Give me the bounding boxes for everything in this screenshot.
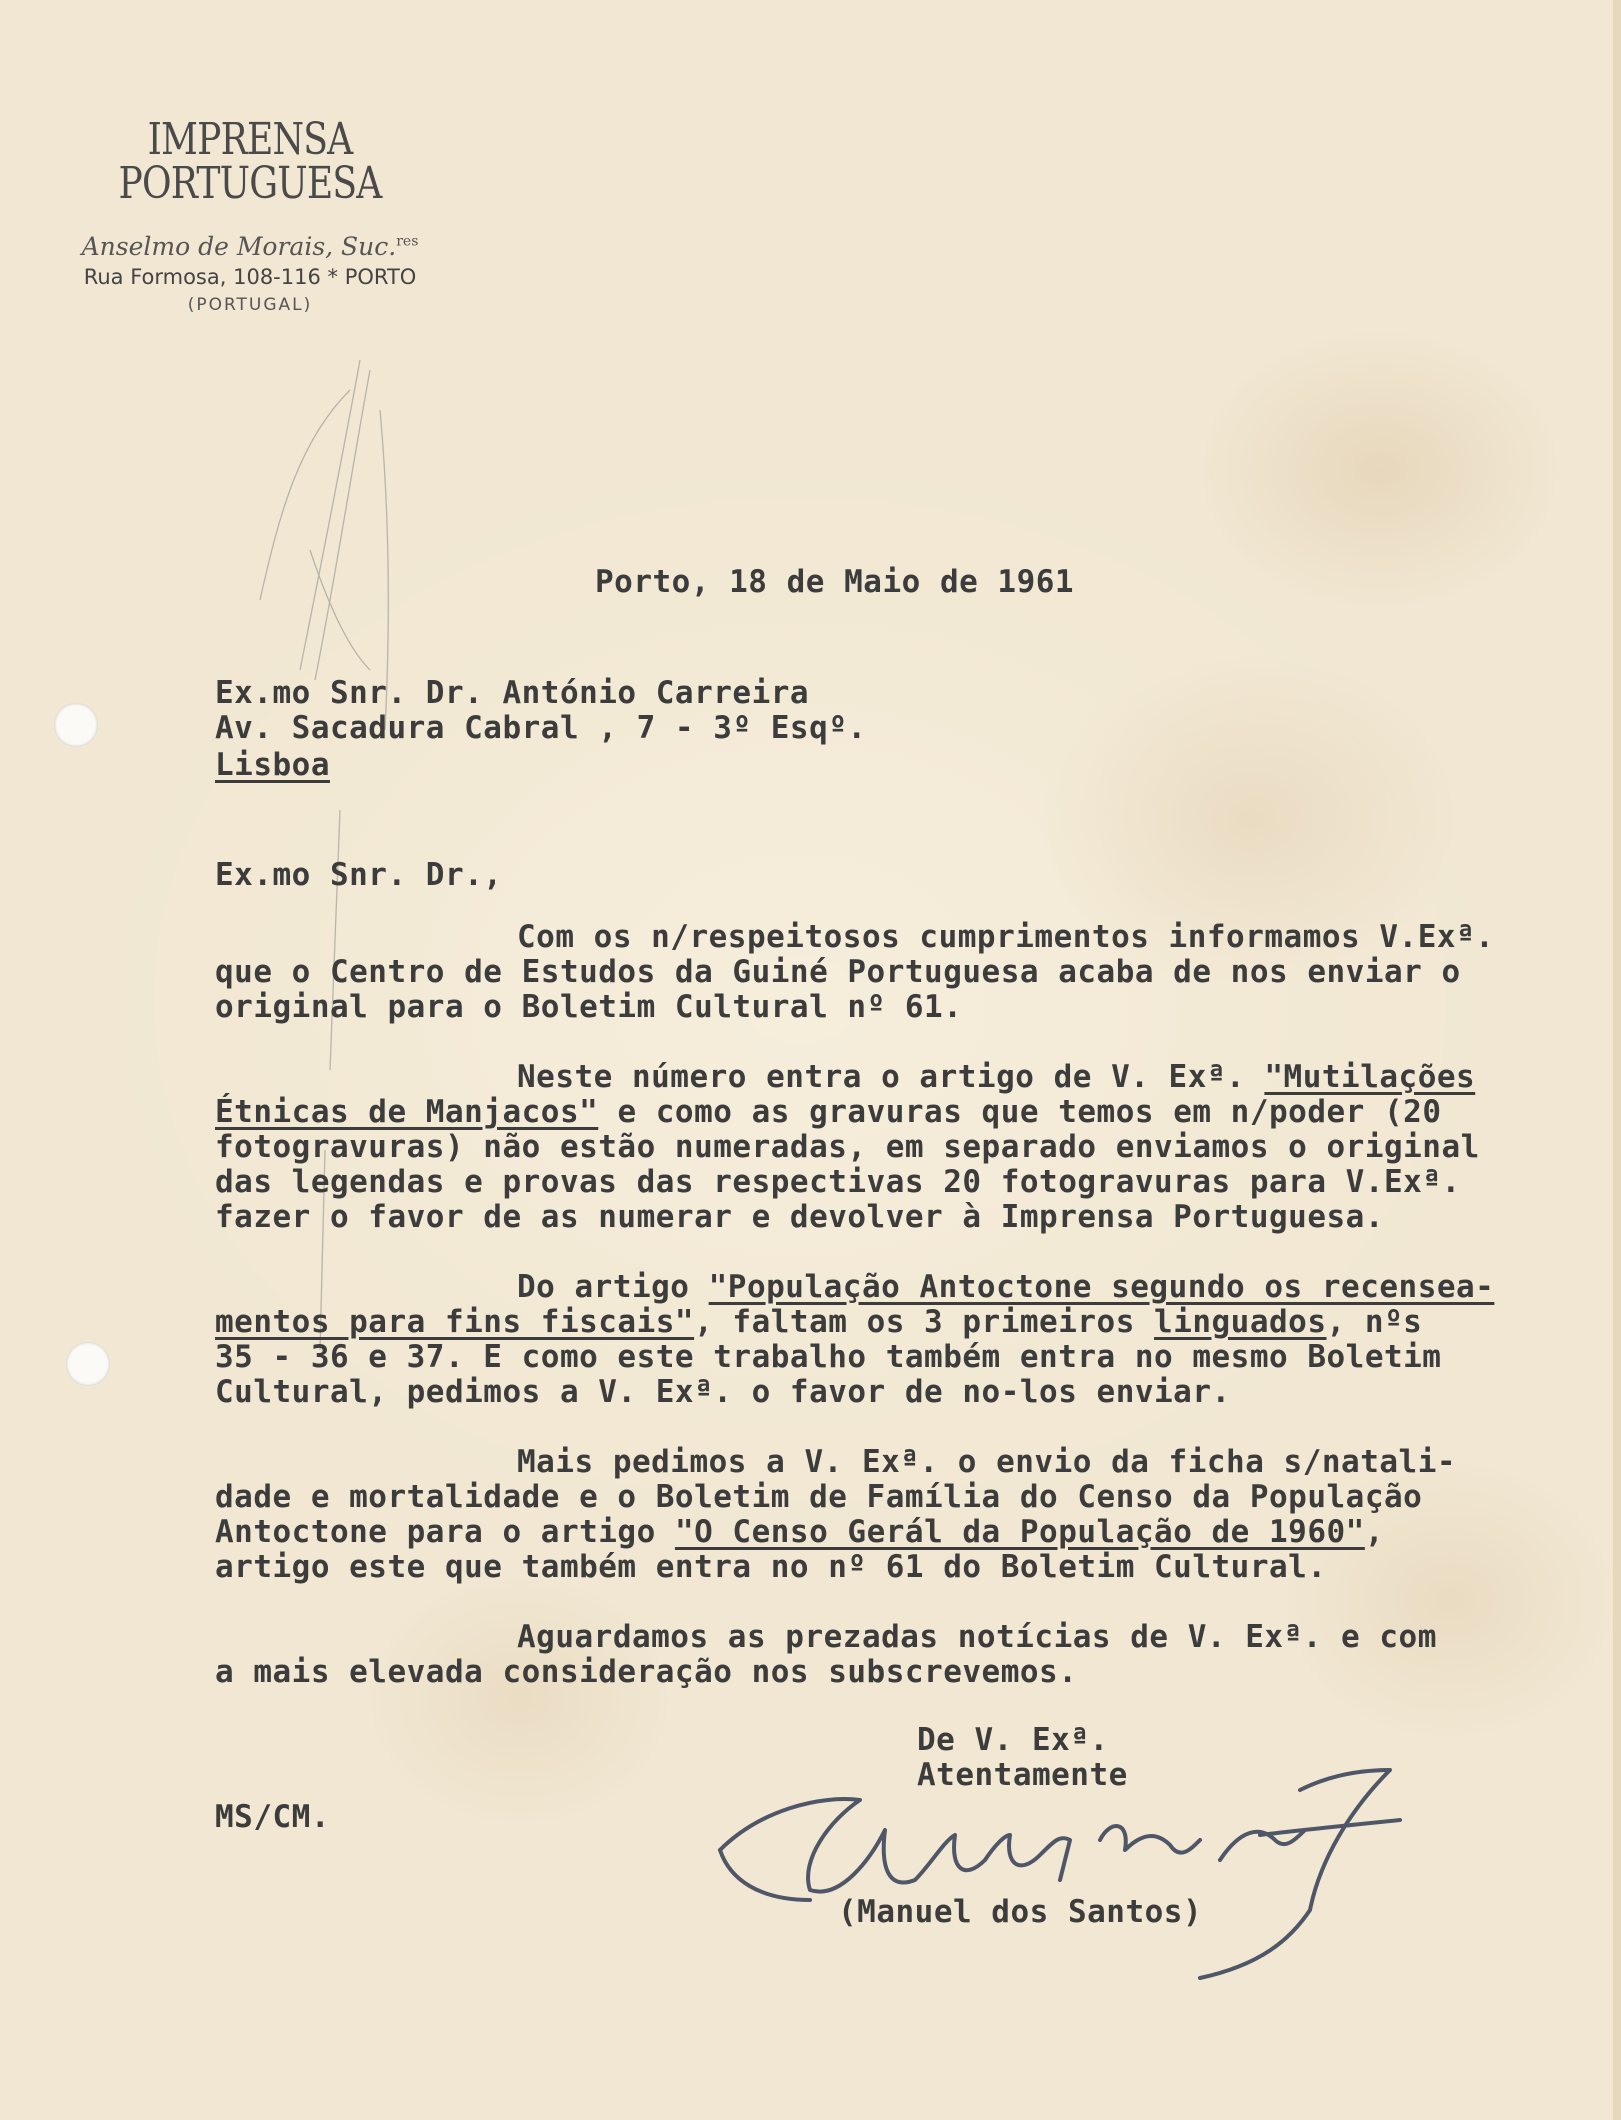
punch-hole-top [54,703,98,747]
letterhead-name-line1: IMPRENSA [147,114,353,165]
article-title-mutilacoes-cont: Étnicas de Manjacos" [215,1094,599,1130]
para2-text: Neste número entra o artigo de V. Exª. [517,1059,1265,1095]
para3-line-3: 35 - 36 e 37. E como este trabalho também entra no mesmo Boletim [215,1339,1442,1375]
handwritten-signature [700,1740,1420,1980]
article-title-censo: "O Censo Gerál da População de 1960" [674,1514,1365,1550]
letterhead-address: Rua Formosa, 108-116 * PORTO [83,265,417,289]
article-title-populacao: "População Antoctone segundo os recensea- [708,1269,1495,1305]
closing-line-2: Atentamente [917,1757,1128,1793]
recipient-city: Lisboa [215,747,330,783]
letter-date: Porto, 18 de Maio de 1961 [595,564,1075,600]
para3-line-1 [517,1270,1494,1305]
para2-line-2 [215,1095,1441,1130]
article-title-mutilacoes: "Mutilações [1264,1059,1476,1095]
recipient-line-2: Av. Sacadura Cabral , 7 - 3º Esqº. [215,710,867,746]
para2-text: e como as gravuras que temos em n/poder (20 [598,1094,1442,1130]
para3-line-4: Cultural, pedimos a V. Exª. o favor de no-los enviar. [215,1374,1231,1410]
para3-text: , nºs [1326,1304,1423,1340]
para4-text: , [1364,1514,1384,1550]
para3-line-2 [215,1305,1422,1340]
para4-line-1: Mais pedimos a V. Exª. o envio da ficha s/natali- [517,1444,1457,1480]
typist-initials: MS/CM. [215,1799,330,1835]
letterhead-successor [60,232,440,261]
paper-edge [1613,0,1621,2120]
punch-hole-bottom [66,1342,110,1386]
recipient-line-1: Ex.mo Snr. Dr. António Carreira [215,675,810,711]
successor-name: Anselmo de Morais, Suc. [81,232,397,261]
letterhead-name-line2: PORTUGUESA [118,158,382,209]
para2-line-5: fazer o favor de as numerar e devolver à Imprensa Portuguesa. [215,1199,1384,1235]
para2-line-3: fotogravuras) não estão numeradas, em separado enviamos o original [215,1129,1480,1165]
signatory-name: (Manuel dos Santos) [838,1894,1203,1930]
para4-line-2: dade e mortalidade e o Boletim de Família do Censo da População [215,1479,1423,1515]
para1-line-3: original para o Boletim Cultural nº 61. [215,989,963,1025]
salutation: Ex.mo Snr. Dr., [215,857,503,893]
para5-line-2: a mais elevada consideração nos subscrevemos. [215,1654,1078,1690]
para1-line-1: Com os n/respeitosos cumprimentos informamos V.Exª. [517,919,1495,955]
para1-line-2: que o Centro de Estudos da Guiné Portuguesa acaba de nos enviar o [215,954,1461,990]
para3-text: , faltam os 3 primeiros [694,1304,1155,1340]
underlined-linguados: linguados [1154,1304,1327,1340]
para2-line-4: das legendas e provas das respectivas 20 fotogravuras para V.Exª. [215,1164,1461,1200]
para2-line-1 [517,1060,1475,1095]
successor-suffix: res [396,233,419,250]
para4-line-4: artigo este que também entra no nº 61 do Boletim Cultural. [215,1549,1327,1585]
para5-line-1: Aguardamos as prezadas notícias de V. Exª. e com [517,1619,1437,1655]
closing-line-1: De V. Exª. [917,1722,1109,1758]
para3-text: Do artigo [517,1269,709,1305]
para4-text: Antoctone para o artigo [215,1514,675,1550]
article-title-populacao-cont: mentos para fins fiscais" [215,1304,695,1340]
letterhead-country: (PORTUGAL) [187,295,313,315]
letterhead [60,114,440,315]
para4-line-3 [215,1515,1384,1550]
